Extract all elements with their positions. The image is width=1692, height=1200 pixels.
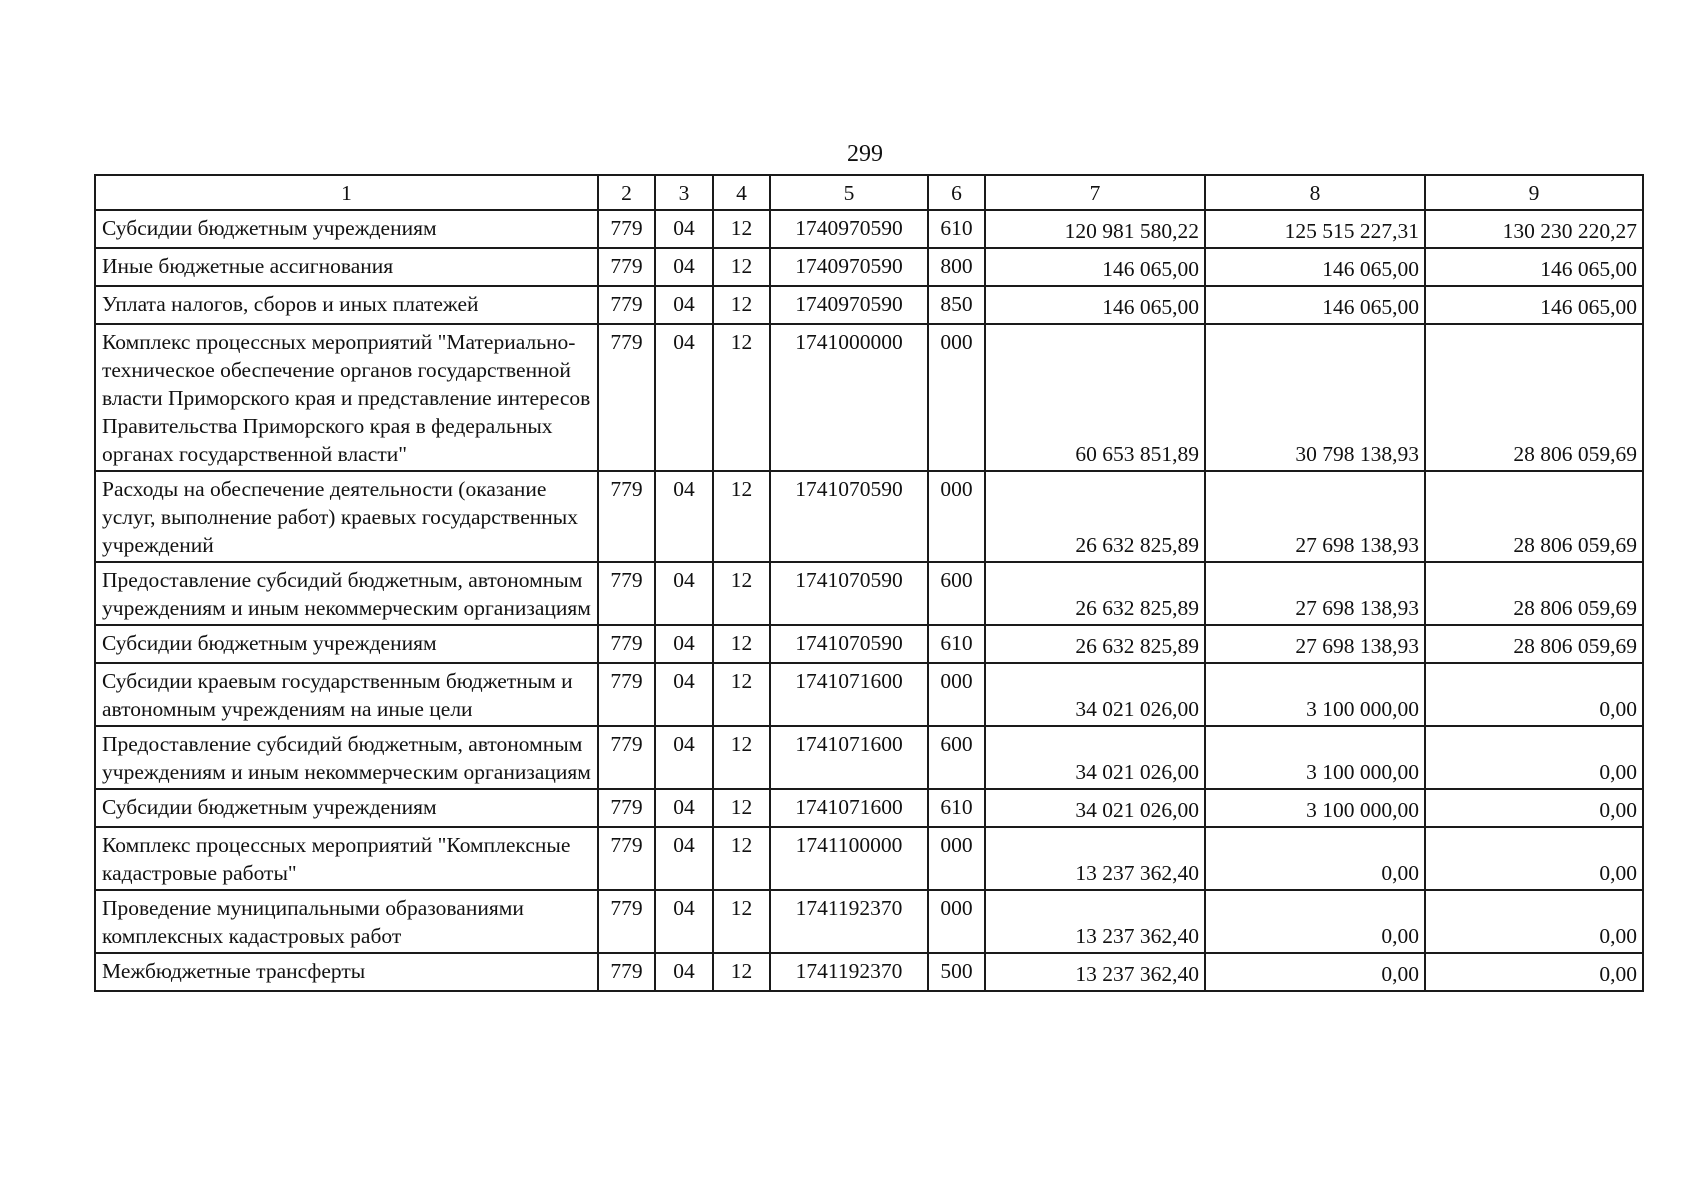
table-row: [95, 827, 1643, 890]
cell-code: 779: [598, 890, 655, 953]
column-header: 3: [655, 175, 713, 210]
cell-amount-7: 13 237 362,40: [985, 953, 1205, 991]
table-row: [95, 663, 1643, 726]
table-row: [95, 248, 1643, 286]
table-row: [95, 286, 1643, 324]
cell-subsection: 12: [713, 953, 770, 991]
cell-amount-9: 0,00: [1425, 789, 1643, 827]
column-header: 7: [985, 175, 1205, 210]
cell-code: 779: [598, 726, 655, 789]
row-name: Субсидии бюджетным учреждениям: [95, 625, 598, 663]
column-header: 9: [1425, 175, 1643, 210]
cell-amount-7: 26 632 825,89: [985, 471, 1205, 562]
cell-target-article: 1741100000: [770, 827, 928, 890]
cell-section: 04: [655, 210, 713, 248]
column-header-row: [95, 175, 1643, 210]
cell-section: 04: [655, 324, 713, 471]
cell-subsection: 12: [713, 324, 770, 471]
cell-amount-9: 146 065,00: [1425, 248, 1643, 286]
cell-section: 04: [655, 286, 713, 324]
row-name: Предоставление субсидий бюджетным, автономным учреждениям и иным некоммерческим организациям: [95, 726, 598, 789]
row-name: Уплата налогов, сборов и иных платежей: [95, 286, 598, 324]
table-row: [95, 953, 1643, 991]
cell-target-article: 1740970590: [770, 286, 928, 324]
cell-amount-7: 26 632 825,89: [985, 625, 1205, 663]
column-header: 4: [713, 175, 770, 210]
cell-section: 04: [655, 625, 713, 663]
cell-target-article: 1741071600: [770, 726, 928, 789]
cell-amount-8: 27 698 138,93: [1205, 625, 1425, 663]
cell-expense-type: 600: [928, 562, 985, 625]
cell-amount-7: 120 981 580,22: [985, 210, 1205, 248]
cell-amount-8: 0,00: [1205, 827, 1425, 890]
cell-subsection: 12: [713, 890, 770, 953]
cell-expense-type: 610: [928, 789, 985, 827]
cell-subsection: 12: [713, 471, 770, 562]
row-name: Расходы на обеспечение деятельности (оказание услуг, выполнение работ) краевых государственных учреждений: [95, 471, 598, 562]
cell-amount-8: 3 100 000,00: [1205, 663, 1425, 726]
cell-section: 04: [655, 562, 713, 625]
cell-expense-type: 610: [928, 625, 985, 663]
cell-expense-type: 000: [928, 324, 985, 471]
table-row: [95, 789, 1643, 827]
table-row: [95, 324, 1643, 471]
cell-expense-type: 000: [928, 471, 985, 562]
cell-amount-9: 130 230 220,27: [1425, 210, 1643, 248]
page-number: 299: [847, 141, 883, 167]
cell-target-article: 1740970590: [770, 210, 928, 248]
cell-subsection: 12: [713, 726, 770, 789]
cell-target-article: 1740970590: [770, 248, 928, 286]
cell-amount-7: 13 237 362,40: [985, 827, 1205, 890]
row-name: Предоставление субсидий бюджетным, автономным учреждениям и иным некоммерческим организациям: [95, 562, 598, 625]
cell-subsection: 12: [713, 562, 770, 625]
column-header: 2: [598, 175, 655, 210]
cell-code: 779: [598, 248, 655, 286]
cell-amount-9: 28 806 059,69: [1425, 471, 1643, 562]
cell-section: 04: [655, 827, 713, 890]
cell-code: 779: [598, 789, 655, 827]
cell-amount-9: 28 806 059,69: [1425, 625, 1643, 663]
cell-amount-7: 34 021 026,00: [985, 789, 1205, 827]
cell-amount-7: 146 065,00: [985, 286, 1205, 324]
cell-expense-type: 850: [928, 286, 985, 324]
table-row: [95, 890, 1643, 953]
cell-amount-8: 125 515 227,31: [1205, 210, 1425, 248]
cell-subsection: 12: [713, 625, 770, 663]
table-row: [95, 471, 1643, 562]
cell-amount-8: 3 100 000,00: [1205, 726, 1425, 789]
cell-subsection: 12: [713, 789, 770, 827]
cell-amount-7: 13 237 362,40: [985, 890, 1205, 953]
cell-amount-8: 0,00: [1205, 953, 1425, 991]
cell-amount-7: 146 065,00: [985, 248, 1205, 286]
cell-amount-8: 27 698 138,93: [1205, 471, 1425, 562]
cell-subsection: 12: [713, 210, 770, 248]
budget-table: [94, 174, 1644, 992]
cell-code: 779: [598, 827, 655, 890]
cell-amount-9: 0,00: [1425, 726, 1643, 789]
cell-section: 04: [655, 248, 713, 286]
cell-amount-8: 146 065,00: [1205, 248, 1425, 286]
cell-code: 779: [598, 210, 655, 248]
cell-amount-7: 34 021 026,00: [985, 726, 1205, 789]
cell-amount-7: 26 632 825,89: [985, 562, 1205, 625]
row-name: Субсидии бюджетным учреждениям: [95, 210, 598, 248]
cell-amount-8: 0,00: [1205, 890, 1425, 953]
cell-amount-7: 60 653 851,89: [985, 324, 1205, 471]
cell-code: 779: [598, 663, 655, 726]
cell-target-article: 1741070590: [770, 471, 928, 562]
cell-code: 779: [598, 324, 655, 471]
cell-target-article: 1741071600: [770, 663, 928, 726]
cell-amount-9: 28 806 059,69: [1425, 324, 1643, 471]
cell-amount-8: 146 065,00: [1205, 286, 1425, 324]
column-header: 1: [95, 175, 598, 210]
column-header: 6: [928, 175, 985, 210]
cell-code: 779: [598, 286, 655, 324]
cell-target-article: 1741192370: [770, 890, 928, 953]
cell-subsection: 12: [713, 827, 770, 890]
cell-code: 779: [598, 562, 655, 625]
cell-amount-9: 0,00: [1425, 953, 1643, 991]
row-name: Комплекс процессных мероприятий "Материально-техническое обеспечение органов государственной власти Приморского края и представление интересов Правительства Приморского края в федеральных органах государственной власти": [95, 324, 598, 471]
cell-expense-type: 000: [928, 890, 985, 953]
column-header: 5: [770, 175, 928, 210]
cell-section: 04: [655, 953, 713, 991]
cell-target-article: 1741000000: [770, 324, 928, 471]
cell-amount-8: 3 100 000,00: [1205, 789, 1425, 827]
cell-subsection: 12: [713, 286, 770, 324]
cell-amount-8: 30 798 138,93: [1205, 324, 1425, 471]
cell-subsection: 12: [713, 248, 770, 286]
table-row: [95, 625, 1643, 663]
cell-code: 779: [598, 471, 655, 562]
column-header: 8: [1205, 175, 1425, 210]
cell-amount-9: 0,00: [1425, 663, 1643, 726]
cell-section: 04: [655, 726, 713, 789]
row-name: Межбюджетные трансферты: [95, 953, 598, 991]
cell-expense-type: 600: [928, 726, 985, 789]
cell-expense-type: 800: [928, 248, 985, 286]
cell-expense-type: 000: [928, 663, 985, 726]
cell-amount-9: 0,00: [1425, 890, 1643, 953]
row-name: Проведение муниципальными образованиями комплексных кадастровых работ: [95, 890, 598, 953]
cell-expense-type: 610: [928, 210, 985, 248]
cell-section: 04: [655, 789, 713, 827]
cell-code: 779: [598, 625, 655, 663]
cell-section: 04: [655, 471, 713, 562]
cell-amount-9: 28 806 059,69: [1425, 562, 1643, 625]
cell-code: 779: [598, 953, 655, 991]
cell-expense-type: 000: [928, 827, 985, 890]
cell-subsection: 12: [713, 663, 770, 726]
row-name: Субсидии бюджетным учреждениям: [95, 789, 598, 827]
row-name: Субсидии краевым государственным бюджетным и автономным учреждениям на иные цели: [95, 663, 598, 726]
cell-amount-9: 146 065,00: [1425, 286, 1643, 324]
cell-amount-9: 0,00: [1425, 827, 1643, 890]
cell-expense-type: 500: [928, 953, 985, 991]
cell-target-article: 1741070590: [770, 562, 928, 625]
table-row: [95, 726, 1643, 789]
cell-section: 04: [655, 890, 713, 953]
cell-section: 04: [655, 663, 713, 726]
cell-target-article: 1741071600: [770, 789, 928, 827]
row-name: Комплекс процессных мероприятий "Комплексные кадастровые работы": [95, 827, 598, 890]
cell-target-article: 1741192370: [770, 953, 928, 991]
table-row: [95, 210, 1643, 248]
cell-amount-7: 34 021 026,00: [985, 663, 1205, 726]
row-name: Иные бюджетные ассигнования: [95, 248, 598, 286]
cell-target-article: 1741070590: [770, 625, 928, 663]
cell-amount-8: 27 698 138,93: [1205, 562, 1425, 625]
table-row: [95, 562, 1643, 625]
